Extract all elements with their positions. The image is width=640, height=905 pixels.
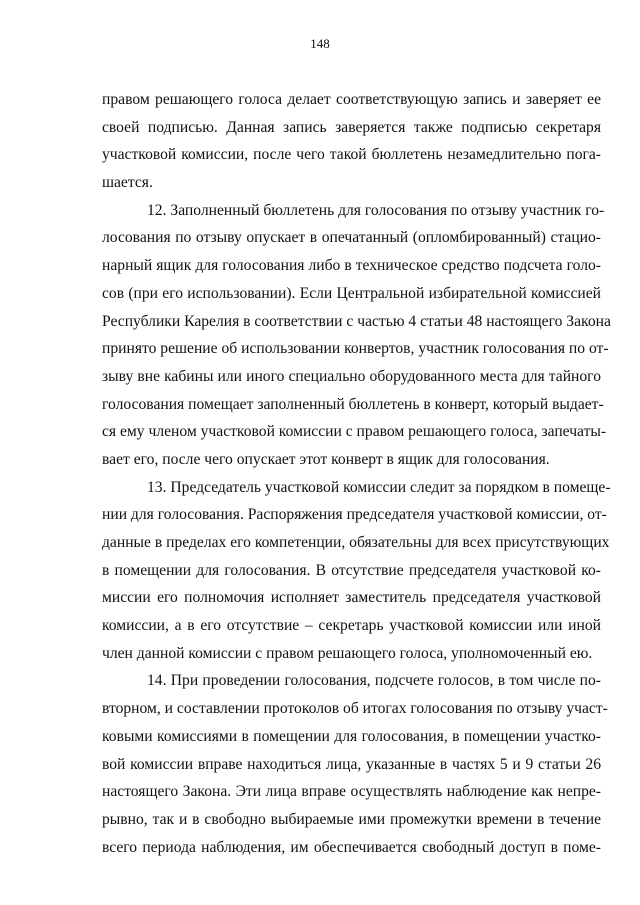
text-line: в помещении для голосования. В отсутствие председателя участковой ко- (102, 561, 601, 579)
text-line: данные в пределах его компетенции, обязательны для всех присутствующих (102, 534, 610, 551)
document-body (102, 86, 611, 861)
text-line: 13. Председатель участковой комиссии следит за порядком в помеще- (147, 478, 611, 496)
text-line: своей подписью. Данная запись заверяется также подписью секретаря (102, 118, 601, 136)
text-line: лосования по отзыву опускает в опечатанный (опломбированный) стацио- (102, 229, 601, 247)
text-line: Республики Карелия в соответствии с частью 4 статьи 48 настоящего Закона (102, 312, 611, 330)
text-line: голосования помещает заполненный бюллетень в конверт, который выдает- (102, 395, 604, 413)
text-line: миссии его полномочия исполняет заместитель председателя участковой (102, 589, 601, 607)
text-line: член данной комиссии с правом решающего голоса, уполномоченный ею. (102, 644, 593, 662)
text-line: ковыми комиссиями в помещении для голосования, в помещении участко- (102, 727, 601, 745)
text-line: ся ему членом участковой комиссии с правом решающего голоса, запечаты- (102, 423, 607, 441)
text-line: вторном, и составлении протоколов об итогах голосования по отзыву участ- (102, 700, 608, 718)
text-line: нарный ящик для голосования либо в техническое средство подсчета голо- (102, 257, 601, 275)
page-number: 148 (310, 36, 330, 51)
text-line: вает его, после чего опускает этот конверт в ящик для голосования. (102, 450, 550, 468)
text-line: всего периода наблюдения, им обеспечивается свободный доступ в поме- (102, 838, 601, 856)
text-line: нии для голосования. Распоряжения председателя участковой комиссии, от- (102, 506, 607, 524)
text-line: зыву вне кабины или иного специально оборудованного места для тайного (102, 367, 601, 385)
paragraph (102, 667, 608, 861)
text-line: вой комиссии вправе находиться лица, указанные в частях 5 и 9 статьи 26 (102, 755, 601, 773)
paragraph (102, 474, 611, 668)
text-line: участковой комиссии, после чего такой бюллетень незамедлительно пога- (102, 146, 601, 164)
paragraph (102, 197, 611, 474)
text-line: 14. При проведении голосования, подсчете голосов, в том числе по- (147, 672, 601, 690)
text-line: настоящего Закона. Эти лица вправе осуществлять наблюдение как непре- (102, 783, 601, 801)
text-line: комиссии, а в его отсутствие – секретарь участковой комиссии или иной (102, 617, 601, 635)
paragraph (102, 86, 601, 197)
text-line: шается. (102, 174, 153, 192)
text-line: рывно, так и в свободно выбираемые ими промежутки времени в течение (102, 810, 601, 828)
text-line: 12. Заполненный бюллетень для голосования по отзыву участник го- (147, 201, 605, 219)
text-line: принято решение об использовании конвертов, участник голосования по от- (102, 340, 609, 358)
text-line: правом решающего голоса делает соответствующую запись и заверяет ее (102, 91, 601, 108)
text-line: сов (при его использовании). Если Центральной избирательной комиссией (102, 284, 601, 302)
